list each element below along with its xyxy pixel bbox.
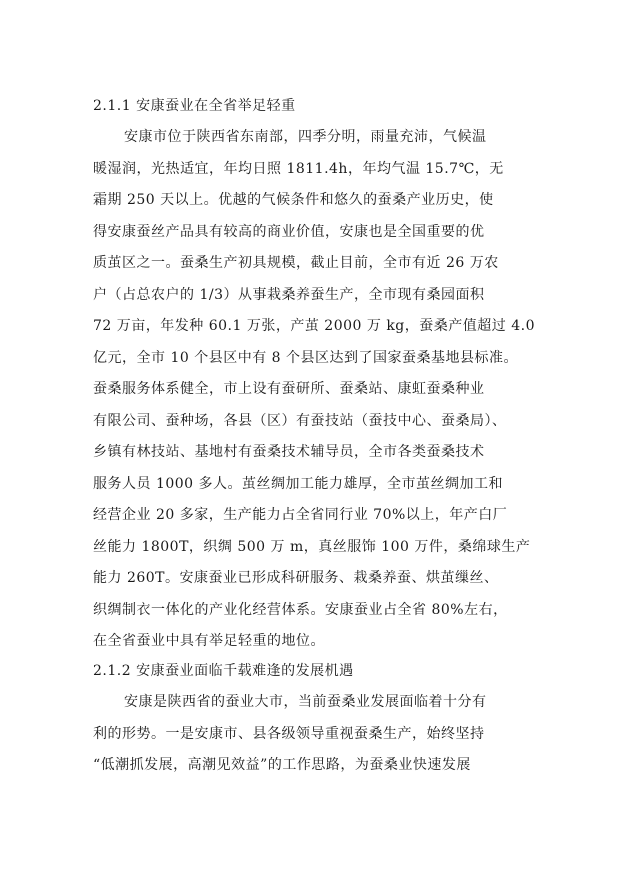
paragraph-line: 乡镇有林技站、基地村有蚕桑技术辅导员，全市各类蚕桑技术 [93, 444, 485, 460]
paragraph-line: 亿元，全市 10 个县区中有 8 个县区达到了国家蚕桑基地县标准。 [93, 350, 519, 366]
section-heading: 2.1.1 安康蚕业在全省举足轻重 [93, 98, 296, 114]
paragraph-line: 经营企业 20 多家，生产能力占全省同行业 70%以上，年产白厂 [93, 507, 508, 523]
paragraph-line: 能力 260T。安康蚕业已形成科研服务、栽桑养蚕、烘茧缫丝、 [93, 570, 499, 586]
paragraph-line: 服务人员 1000 多人。茧丝绸加工能力雄厚，全市茧丝绸加工和 [93, 476, 504, 492]
paragraph-line: 在全省蚕业中具有举足轻重的地位。 [93, 633, 325, 649]
paragraph-line: “低潮抓发展，高潮见效益”的工作思路，为蚕桑业快速发展 [93, 757, 471, 773]
section-heading: 2.1.2 安康蚕业面临千载难逢的发展机遇 [93, 663, 354, 679]
paragraph-line: 户（占总农户的 1/3）从事栽桑养蚕生产，全市现有桑园面积 [93, 287, 485, 303]
paragraph-line: 利的形势。一是安康市、县各级领导重视蚕桑生产，始终坚持 [93, 726, 485, 742]
paragraph-line: 得安康蚕丝产品具有较高的商业价值，安康也是全国重要的优 [93, 224, 485, 240]
paragraph-line: 蚕桑服务体系健全，市上设有蚕研所、蚕桑站、康虹蚕桑种业 [93, 381, 485, 397]
paragraph-line: 安康市位于陕西省东南部，四季分明，雨量充沛，气候温 [124, 129, 487, 145]
paragraph-line: 丝能力 1800T，织绸 500 万 m，真丝服饰 100 万件，桑绵球生产 [93, 539, 531, 555]
paragraph-line: 质茧区之一。蚕桑生产初具规模，截止目前，全市有近 26 万农 [93, 255, 499, 271]
paragraph-line: 暖湿润，光热适宜，年均日照 1811.4h，年均气温 15.7℃，无 [93, 161, 504, 177]
paragraph-line: 霜期 250 天以上。优越的气候条件和悠久的蚕桑产业历史，使 [93, 192, 494, 208]
paragraph-line: 72 万亩，年发种 60.1 万张，产茧 2000 万 kg，蚕桑产值超过 4.0 [93, 318, 535, 334]
paragraph-line: 织绸制衣一体化的产业化经营体系。安康蚕业占全省 80%左右， [93, 602, 508, 618]
paragraph-line: 有限公司、蚕种场，各县（区）有蚕技站（蚕技中心、蚕桑局）、 [93, 413, 507, 429]
paragraph-line: 安康是陕西省的蚕业大市，当前蚕桑业发展面临着十分有 [124, 694, 487, 710]
